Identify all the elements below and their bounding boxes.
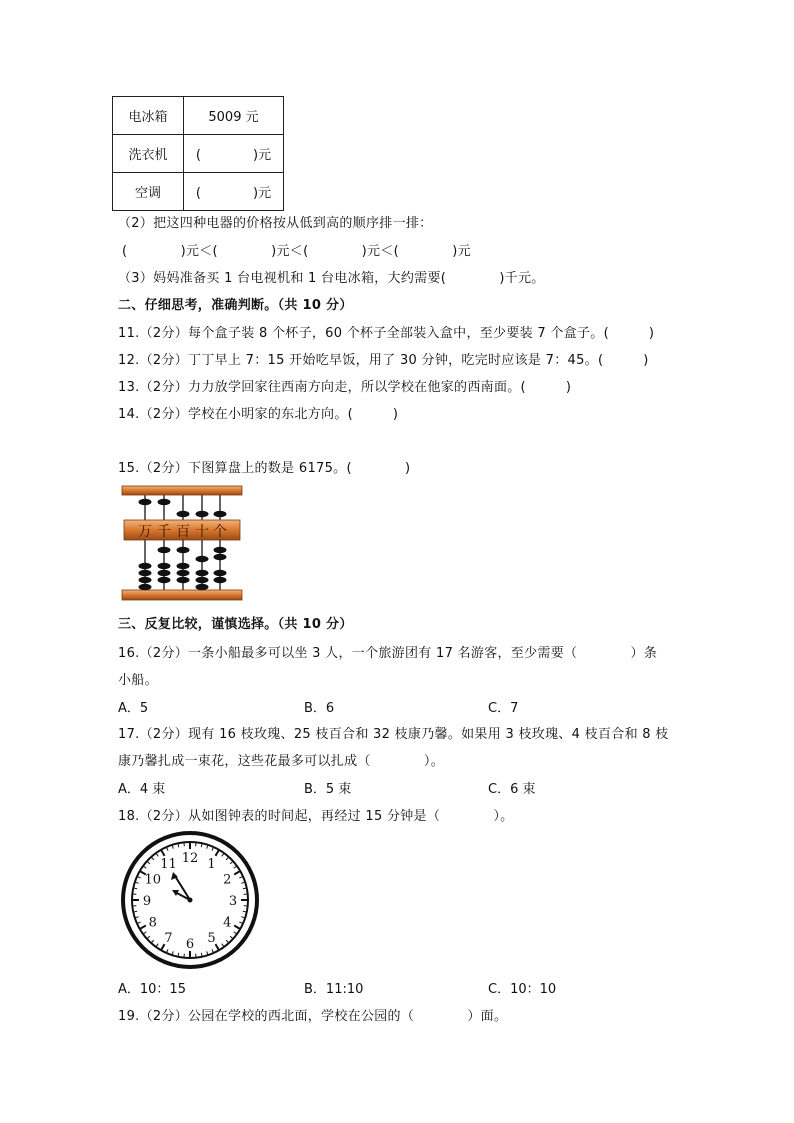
- abacus-label: 十: [195, 524, 209, 540]
- option-c: C．10：10: [488, 982, 557, 997]
- question-11: 11.（2分）每个盒子装 8 个杯子，60 个杯子全部装入盒中，至少要装 7 个盒子。( ): [118, 326, 655, 341]
- table-cell: 空调: [113, 173, 184, 211]
- option-c: C．6 束: [488, 782, 536, 797]
- table-cell: ( )元: [184, 135, 284, 173]
- question-10-part3: （3）妈妈准备买 1 台电视机和 1 台电冰箱，大约需要( )千元。: [118, 271, 545, 286]
- section-2-heading: 二、仔细思考，准确判断。（共 10 分）: [118, 298, 353, 313]
- clock-number: 7: [164, 931, 173, 947]
- question-16-line1: 16.（2分）一条小船最多可以坐 3 人，一个旅游团有 17 名游客，至少需要（ ）条: [118, 646, 658, 661]
- question-10-part2: （2）把这四种电器的价格按从低到高的顺序排一排：: [118, 216, 433, 231]
- price-table: [112, 96, 284, 211]
- question-10-order-line: ( )元＜( )元＜( )元＜( )元: [122, 244, 471, 259]
- table-cell: 洗衣机: [113, 135, 184, 173]
- clock-number: 8: [148, 915, 157, 931]
- clock-number: 10: [144, 872, 162, 888]
- clock-number: 4: [223, 915, 232, 931]
- option-b: B．6: [304, 701, 335, 716]
- question-15: 15.（2分）下图算盘上的数是 6175。( ): [118, 461, 411, 476]
- clock-number: 9: [142, 894, 152, 909]
- clock-number: 3: [228, 894, 238, 909]
- abacus-label: 万: [138, 524, 152, 540]
- abacus-label: 个: [213, 524, 227, 540]
- clock-number: 1: [207, 856, 216, 872]
- question-17-line2: 康乃馨扎成一束花，这些花最多可以扎成（ ）。: [118, 754, 445, 769]
- table-row: [113, 173, 284, 211]
- table-row: [113, 97, 284, 135]
- option-b: B．5 束: [304, 782, 352, 797]
- table-cell: ( )元: [184, 173, 284, 211]
- option-c: C．7: [488, 701, 519, 716]
- clock-image: [120, 830, 260, 970]
- question-13: 13.（2分）力力放学回家往西南方向走，所以学校在他家的西南面。( ): [118, 380, 572, 395]
- clock-number: 2: [223, 872, 232, 888]
- clock-number: 11: [160, 856, 177, 872]
- question-16-line2: 小船。: [118, 673, 158, 688]
- option-a: A．10：15: [118, 982, 186, 997]
- clock-number: 5: [207, 931, 216, 947]
- question-12: 12.（2分）丁丁早上 7：15 开始吃早饭，用了 30 分钟，吃完时应该是 7：45。( ): [118, 353, 649, 368]
- table-cell: 电冰箱: [113, 97, 184, 135]
- option-a: A．4 束: [118, 782, 166, 797]
- question-19: 19.（2分）公园在学校的西北面，学校在公园的（ ）面。: [118, 1009, 508, 1024]
- question-14: 14.（2分）学校在小明家的东北方向。( ): [118, 407, 399, 422]
- question-18: 18.（2分）从如图钟表的时间起，再经过 15 分钟是（ ）。: [118, 809, 514, 824]
- option-a: A．5: [118, 701, 149, 716]
- abacus-label: 千: [157, 524, 171, 540]
- abacus-image: [120, 484, 244, 602]
- clock-number: 6: [185, 937, 195, 952]
- clock-number: 12: [181, 851, 199, 866]
- table-cell: 5009 元: [184, 97, 284, 135]
- question-17-line1: 17.（2分）现有 16 枝玫瑰、25 枝百合和 32 枝康乃馨。如果用 3 枝玫瑰、4 枝百合和 8 枝: [118, 727, 669, 742]
- section-3-heading: 三、反复比较，谨慎选择。（共 10 分）: [118, 617, 353, 632]
- table-row: [113, 135, 284, 173]
- option-b: B．11:10: [304, 982, 364, 997]
- abacus-label: 百: [176, 524, 190, 540]
